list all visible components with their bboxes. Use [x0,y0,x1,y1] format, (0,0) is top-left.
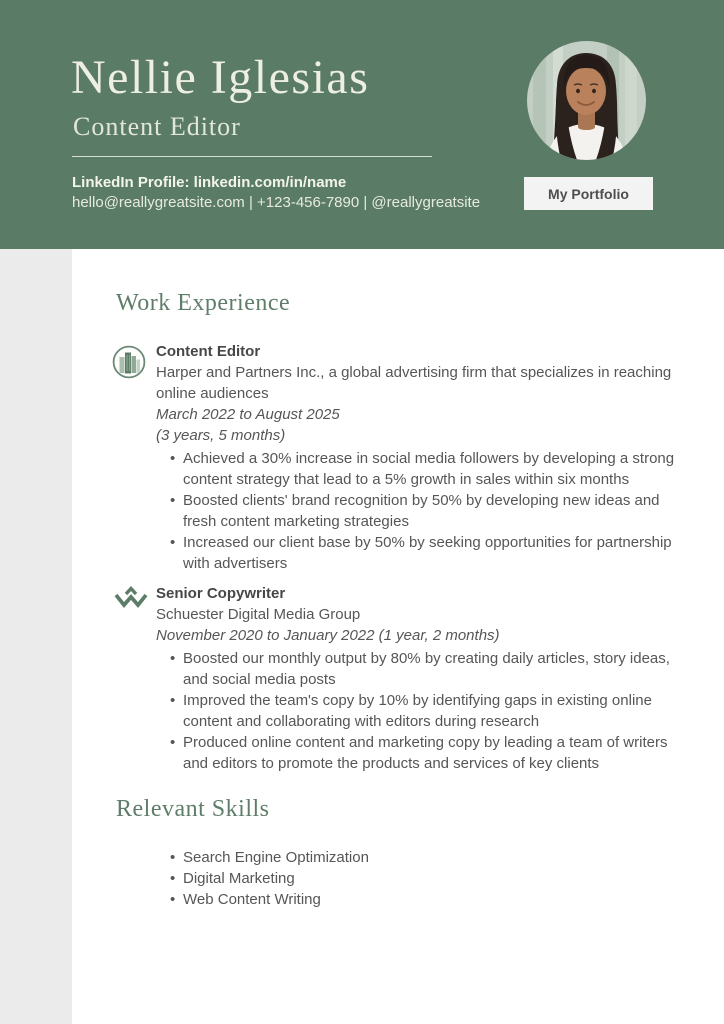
bullet-item: • Increased our client base by 50% by seeking opportunities for partnership with advertisers [170,532,680,574]
linkedin-profile-text: LinkedIn Profile: linkedin.com/in/name [72,174,347,191]
work-experience-heading: Work Experience [116,290,291,316]
job-entry [112,583,684,774]
job-bullet-list [156,648,680,774]
job-title: Senior Copywriter [156,585,286,602]
skill-item: • Digital Marketing [170,868,576,889]
job-dates: March 2022 to August 2025 [156,406,340,423]
zigzag-logo-icon [113,586,149,619]
profile-photo-illustration [527,41,646,160]
job-title: Content Editor [156,343,261,360]
bullet-item: • Boosted our monthly output by 80% by creating daily articles, story ideas, and social media posts [170,648,680,690]
job-company-description: Schuester Digital Media Group [156,606,361,623]
bullet-item: • Improved the team's copy by 10% by identifying gaps in existing online content and collaborating with editors during research [170,690,680,732]
job-company-description: Harper and Partners Inc., a global advertising firm that specializes in reaching online audiences [156,364,672,402]
profile-photo [527,41,646,160]
skill-item: • Web Content Writing [170,889,576,910]
person-role: Content Editor [73,112,241,141]
job-entry [112,341,684,574]
bullet-item: • Produced online content and marketing copy by leading a team of writers and editors to promote the products and services of key clients [170,732,680,774]
job-bullet-list [156,448,680,574]
relevant-skills-heading: Relevant Skills [116,796,270,822]
job-dates: November 2020 to January 2022 (1 year, 2 months) [156,627,500,644]
job-duration: (3 years, 5 months) [156,427,286,444]
person-name: Nellie Iglesias [71,51,370,104]
left-margin-strip [0,249,72,1024]
header-divider [72,156,432,157]
skill-item: • Search Engine Optimization [170,847,576,868]
skills-list [156,847,576,910]
my-portfolio-button[interactable]: My Portfolio [524,177,653,210]
bullet-item: • Achieved a 30% increase in social media followers by developing a strong content strategy that lead to a 5% growth in sales within six months [170,448,680,490]
bullet-item: • Boosted clients' brand recognition by 50% by developing new ideas and fresh content marketing strategies [170,490,680,532]
header-banner [0,0,724,249]
contact-info-text: hello@reallygreatsite.com | +123-456-7890 | @reallygreatsite [72,194,481,211]
company-buildings-icon [112,345,146,384]
